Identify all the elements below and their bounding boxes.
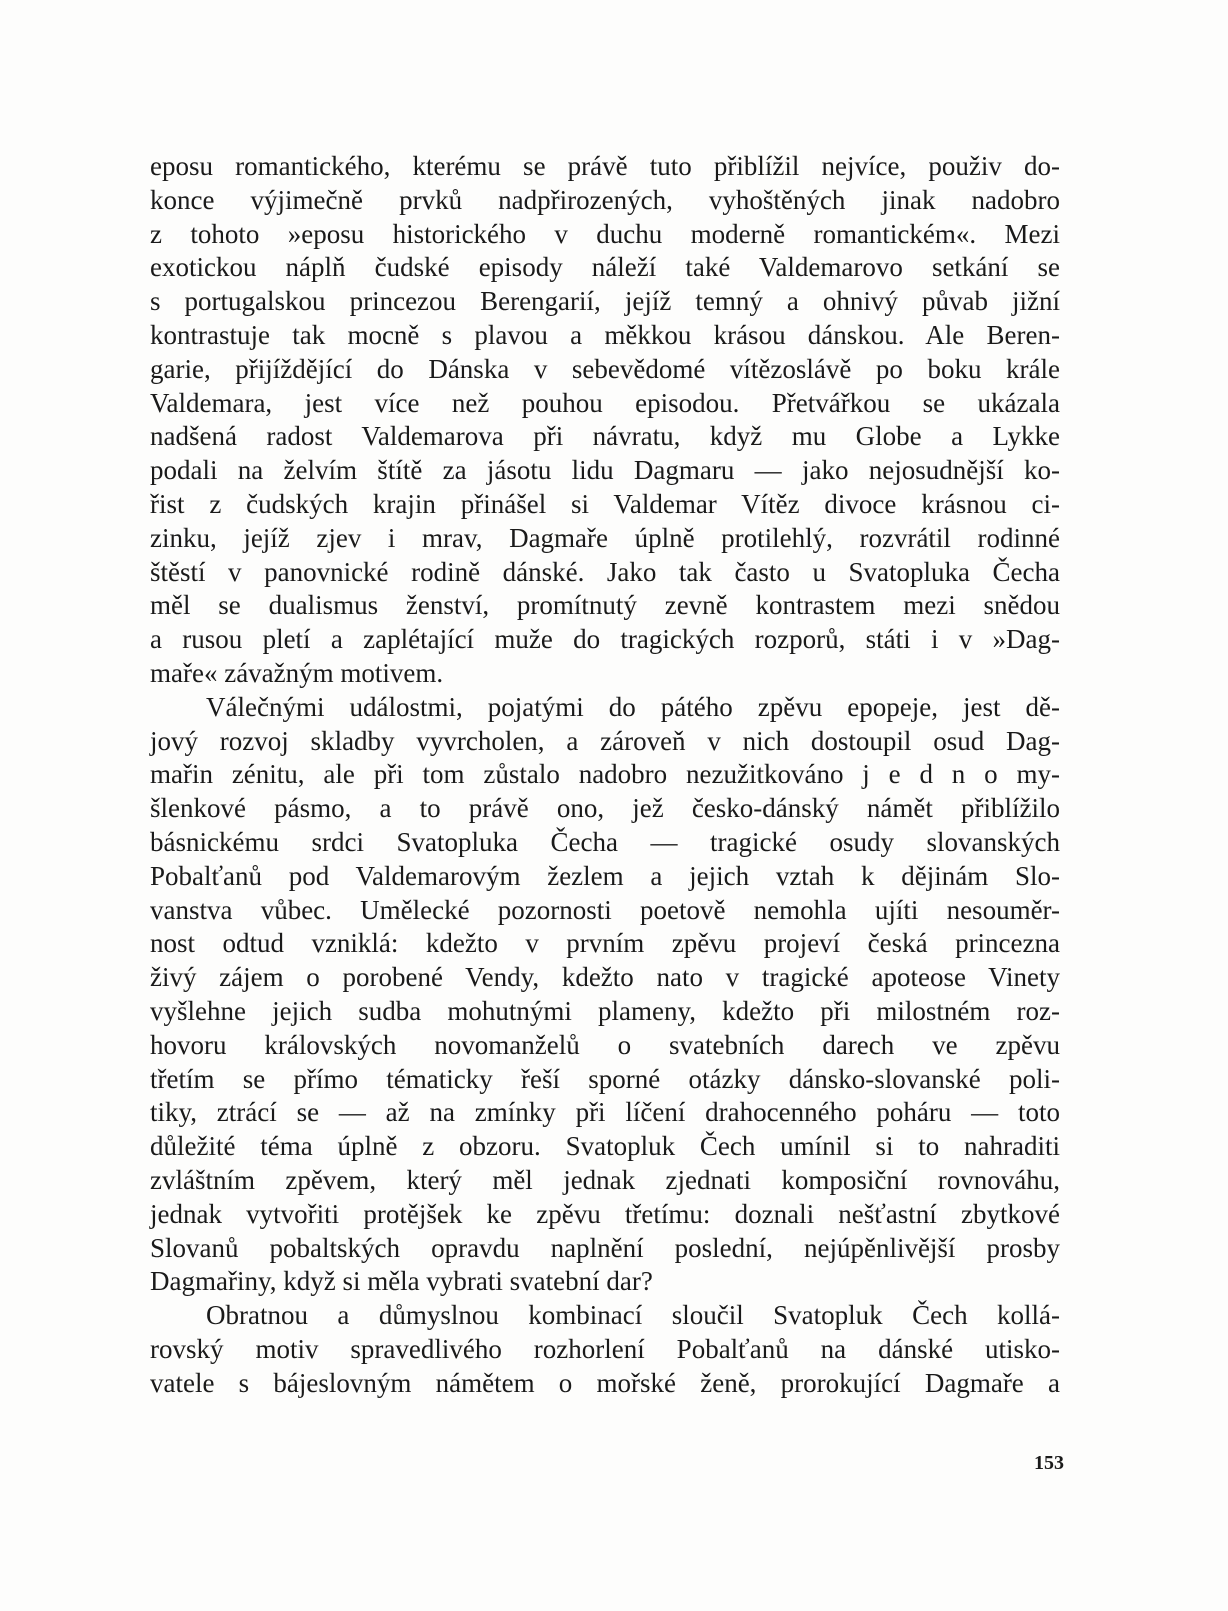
text-line: jednak vytvořiti protějšek ke zpěvu třetímu: doznali nešťastní zbytkové: [150, 1198, 1060, 1229]
text-line: nadšená radost Valdemarova při návratu, když mu Globe a Lykke: [150, 421, 1060, 452]
text-line: vyšlehne jejich sudba mohutnými plameny, kdežto při milostném roz-: [150, 995, 1060, 1026]
text-line: řist z čudských krajin přinášel si Valdemar Vítěz divoce krásnou ci-: [150, 488, 1060, 519]
text-line: šlenkové pásmo, a to právě ono, jež česko-dánský námět přiblížilo: [150, 793, 1060, 824]
text-line: rovský motiv spravedlivého rozhorlení Pobalťanů na dánské utisko-: [150, 1333, 1060, 1364]
text-line: Pobalťanů pod Valdemarovým žezlem a jejich vztah k dějinám Slo-: [150, 860, 1060, 891]
text-line: z tohoto »eposu historického v duchu moderně romantickém«. Mezi: [150, 218, 1060, 249]
text-line: tiky, ztrácí se — až na zmínky při líčení drahocenného poháru — toto: [150, 1097, 1060, 1128]
text-line: a rusou pletí a zaplétající muže do tragických rozporů, státi i v »Dag-: [150, 624, 1060, 655]
text-line: nost odtud vzniklá: kdežto v prvním zpěvu projeví česká princezna: [150, 928, 1060, 959]
text-line: podali na želvím štítě za jásotu lidu Dagmaru — jako nejosudnější ko-: [150, 455, 1060, 486]
text-line: Valdemara, jest více než pouhou episodou. Přetvářkou se ukázala: [150, 387, 1060, 418]
text-line: garie, přijíždějící do Dánska v sebevědomé vítězoslávě po boku krále: [150, 353, 1060, 384]
paragraph-start-line: Obratnou a důmyslnou kombinací sloučil Svatopluk Čech kollá-: [206, 1300, 1060, 1331]
paragraph-start-line: Válečnými událostmi, pojatými do pátého zpěvu epopeje, jest dě-: [206, 691, 1060, 722]
text-line: důležité téma úplně z obzoru. Svatopluk Čech umínil si to nahraditi: [150, 1131, 1060, 1162]
text-line: zinku, jejíž zjev i mrav, Dagmaře úplně protilehlý, rozvrátil rodinné: [150, 522, 1060, 553]
text-line: vatele s bájeslovným námětem o mořské ženě, prorokující Dagmaře a: [150, 1367, 1060, 1398]
text-line: maře« závažným motivem.: [150, 657, 444, 688]
page-number: 153: [1034, 1452, 1064, 1474]
text-line: živý zájem o porobené Vendy, kdežto nato v tragické apoteose Vinety: [150, 962, 1060, 993]
text-line: zvláštním zpěvem, který měl jednak zjednati komposiční rovnováhu,: [150, 1164, 1060, 1195]
text-line: konce výjimečně prvků nadpřirozených, vyhoštěných jinak nadobro: [150, 184, 1060, 215]
text-line: kontrastuje tak mocně s plavou a měkkou krásou dánskou. Ale Beren-: [150, 319, 1060, 350]
text-line: básnickému srdci Svatopluka Čecha — tragické osudy slovanských: [150, 826, 1060, 857]
text-line: mařin zénitu, ale při tom zůstalo nadobro nezužitkováno j e d n o my-: [150, 759, 1060, 790]
text-line: exotickou náplň čudské episody náleží také Valdemarovo setkání se: [150, 252, 1060, 283]
text-line: třetím se přímo tématicky řeší sporné otázky dánsko-slovanské poli-: [150, 1063, 1060, 1094]
text-line: Dagmařiny, když si měla vybrati svatební dar?: [150, 1266, 653, 1297]
text-line: jový rozvoj skladby vyvrcholen, a zároveň v nich dostoupil osud Dag-: [150, 725, 1060, 756]
text-line: hovoru královských novomanželů o svatebních darech ve zpěvu: [150, 1029, 1060, 1060]
text-line: eposu romantického, kterému se právě tuto přiblížil nejvíce, použiv do-: [150, 151, 1060, 181]
text-line: Slovanů pobaltských opravdu naplnění poslední, nejúpěnlivější prosby: [150, 1232, 1060, 1263]
text-line: s portugalskou princezou Berengarií, jejíž temný a ohnivý půvab jižní: [150, 286, 1060, 317]
text-line: štěstí v panovnické rodině dánské. Jako tak často u Svatopluka Čecha: [150, 556, 1060, 587]
text-line: měl se dualismus ženství, promítnutý zevně kontrastem mezi snědou: [150, 590, 1060, 621]
text-line: vanstva vůbec. Umělecké pozornosti poetově nemohla ujíti nesouměr-: [150, 894, 1060, 925]
body-text: [150, 150, 1060, 1400]
